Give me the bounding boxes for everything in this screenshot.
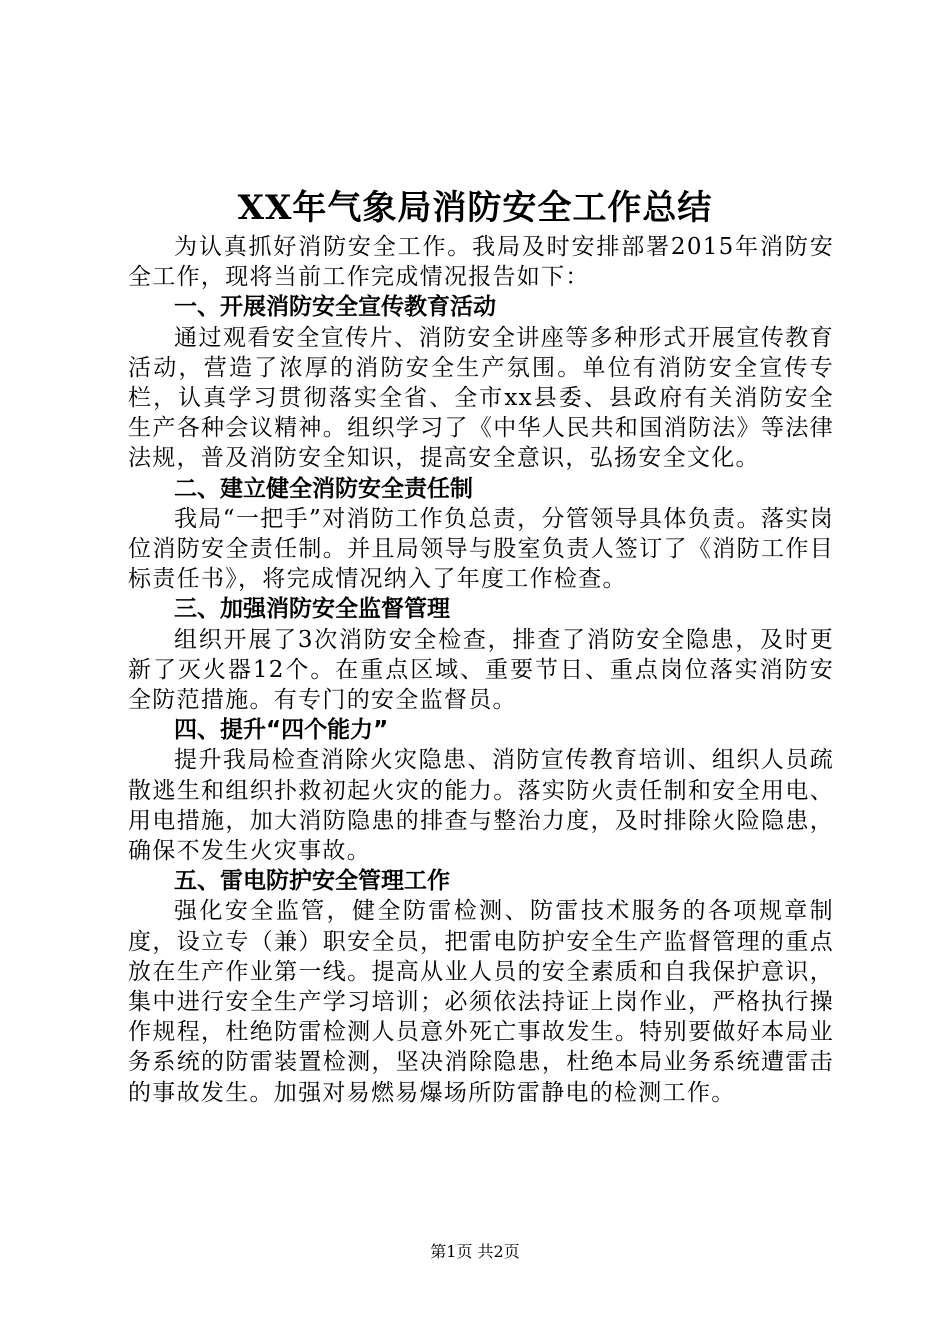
section-heading-3: 三、加强消防安全监督管理 [174,596,450,623]
section-paragraph-4: 提升我局检查消除火灾隐患、消防宣传教育培训、组织人员疏散逃生和组织扑救初起火灾的能力。落实防火责任制和安全用电、用电措施，加大消防隐患的排查与整治力度，及时排除火险隐患，确保不发生火灾事故。 [128,747,834,865]
document-body [128,232,834,1108]
page-footer: 第1页 共2页 [430,1242,520,1261]
section-paragraph-1: 通过观看安全宣传片、消防安全讲座等多种形式开展宣传教育活动，营造了浓厚的消防安全生产氛围。单位有消防安全宣传专栏，认真学习贯彻落实全省、全市xx县委、县政府有关消防安全生产各种会议精神。组织学习了《中华人民共和国消防法》等法律法规，普及消防安全知识，提高安全意识，弘扬安全文化。 [128,324,834,472]
intro-paragraph: 为认真抓好消防安全工作。我局及时安排部署2015年消防安全工作，现将当前工作完成情况报告如下： [128,234,834,291]
section-paragraph-5: 强化安全监管，健全防雷检测、防雷技术服务的各项规章制度，设立专（兼）职安全员，把雷电防护安全生产监督管理的重点放在生产作业第一线。提高从业人员的安全素质和自我保护意识，集中进行安全生产学习培训；必须依法持证上岗作业，严格执行操作规程，杜绝防雷检测人员意外死亡事故发生。特别要做好本局业务系统的防雷装置检测，坚决消除隐患，杜绝本局业务系统遭雷击的事故发生。加强对易燃易爆场所防雷静电的检测工作。 [128,898,834,1106]
document-title: XX年气象局消防安全工作总结 [237,188,713,228]
section-heading-4: 四、提升“四个能力” [174,717,389,744]
section-paragraph-3: 组织开展了3次消防安全检查，排查了消防安全隐患，及时更新了灭火器12个。在重点区域、重要节日、重点岗位落实消防安全防范措施。有专门的安全监督员。 [128,626,834,714]
section-heading-1: 一、开展消防安全宣传教育活动 [174,294,496,321]
section-paragraph-2: 我局“一把手”对消防工作负总责，分管领导具体负责。落实岗位消防安全责任制。并且局领导与股室负责人签订了《消防工作目标责任书》，将完成情况纳入了年度工作检查。 [128,505,834,593]
section-heading-2: 二、建立健全消防安全责任制 [174,475,473,502]
section-heading-5: 五、雷电防护安全管理工作 [174,868,450,895]
